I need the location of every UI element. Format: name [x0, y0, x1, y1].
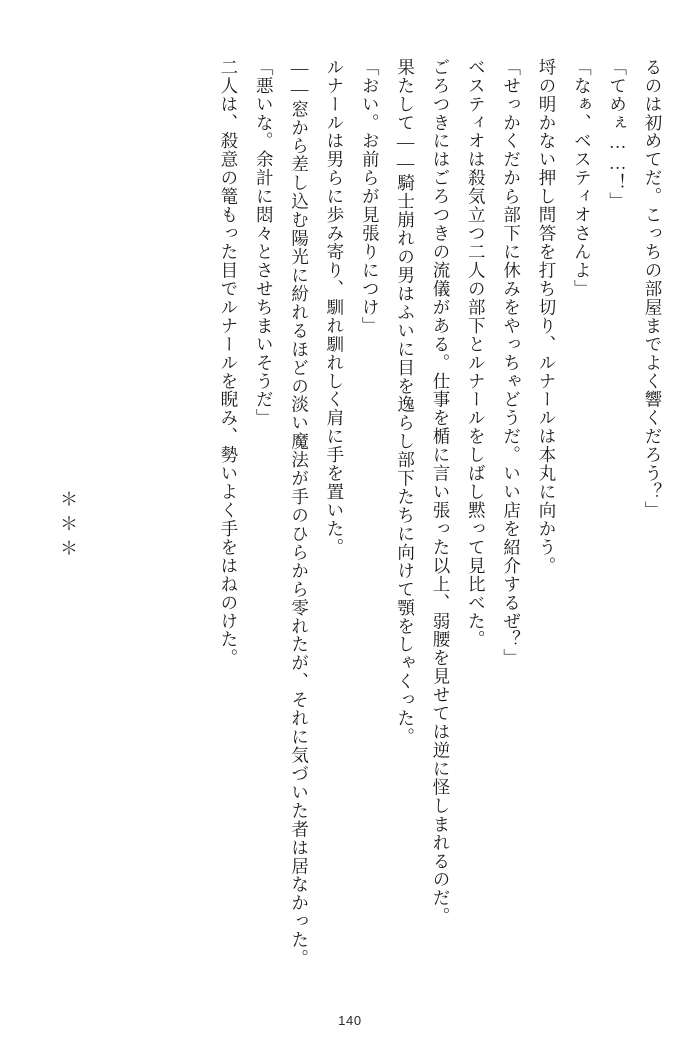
paragraph: 「悪いな。余計に悶々とさせちまいそうだ」 — [254, 58, 275, 428]
scene-break-marker: ＊＊＊ — [58, 490, 78, 563]
paragraph: るのは初めてだ。こっちの部屋までよく響くだろう？」 — [643, 58, 663, 520]
paragraph: 埒の明かない押し問答を打ち切り、ルナールは本丸に向かう。 — [536, 58, 557, 575]
paragraph: ——窓から差し込む陽光に紛れるほどの淡い魔法が手のひらから零れたが、それに気づいた者は居なかった。 — [289, 58, 310, 968]
paragraph: 「せっかくだから部下に休みをやっちゃどうだ。いい店を紹介するぜ？」 — [501, 58, 522, 668]
paragraph: ベスティオは殺気立つ二人の部下とルナールをしばし黙って見比べた。 — [466, 58, 487, 649]
paragraph: 「なぁ、ベスティオさんよ」 — [572, 58, 593, 299]
paragraph: 「てめぇ……！」 — [607, 58, 628, 211]
paragraph: 「おい。お前らが見張りにつけ」 — [360, 58, 381, 335]
paragraph: ごろつきにはごろつきの流儀がある。仕事を楯に言い張った以上、弱腰を見せては逆に怪しまれるのだ。 — [430, 58, 451, 926]
paragraph: ルナールは男らに歩み寄り、馴れ馴れしく肩に手を置いた。 — [324, 58, 345, 557]
page-body-text — [150, 58, 670, 968]
page-number: 140 — [338, 1013, 362, 1028]
paragraph: 果たして——騎士崩れの男はふいに目を逸らし部下たちに向けて顎をしゃくった。 — [395, 58, 416, 747]
paragraph: 二人は、殺意の篭もった目でルナールを睨み、勢いよく手をはねのけた。 — [218, 58, 239, 668]
